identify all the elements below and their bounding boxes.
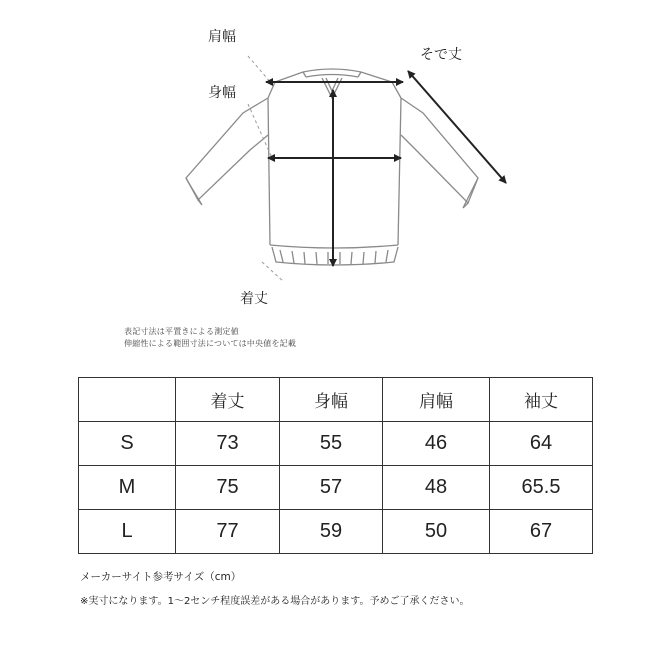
size-cell: M — [79, 466, 176, 510]
value-cell: 73 — [176, 422, 280, 466]
header-cell: 肩幅 — [383, 378, 490, 422]
value-cell: 65.5 — [490, 466, 593, 510]
value-cell: 55 — [280, 422, 383, 466]
value-cell: 50 — [383, 510, 490, 554]
value-cell: 46 — [383, 422, 490, 466]
total-length-label: 着丈 — [240, 291, 268, 307]
header-cell — [79, 378, 176, 422]
measurement-note-1: 表記寸法は平置きによる測定値 — [124, 327, 239, 336]
size-cell: L — [79, 510, 176, 554]
table-row — [79, 422, 593, 466]
leader-lines — [248, 56, 284, 282]
header-cell: 袖丈 — [490, 378, 593, 422]
measurement-note-2: 伸縮性による範囲寸法については中央値を記載 — [124, 339, 297, 348]
size-table — [78, 377, 593, 554]
value-cell: 77 — [176, 510, 280, 554]
footer-disclaimer: ※実寸になります。1～2センチ程度誤差がある場合があります。予めご了承ください。 — [80, 596, 470, 607]
value-cell: 57 — [280, 466, 383, 510]
value-cell: 59 — [280, 510, 383, 554]
sweatshirt-diagram — [0, 0, 650, 320]
size-cell: S — [79, 422, 176, 466]
sleeve-arrow — [408, 71, 506, 183]
header-cell: 着丈 — [176, 378, 280, 422]
value-cell: 48 — [383, 466, 490, 510]
body-width-label: 身幅 — [208, 85, 236, 101]
footer-size-reference: メーカーサイト参考サイズ（cm） — [80, 571, 242, 583]
value-cell: 64 — [490, 422, 593, 466]
header-cell: 身幅 — [280, 378, 383, 422]
shoulder-label: 肩幅 — [208, 29, 236, 45]
table-row — [79, 510, 593, 554]
sleeve-length-label: そで丈 — [420, 47, 462, 63]
value-cell: 67 — [490, 510, 593, 554]
table-header-row — [79, 378, 593, 422]
table-row — [79, 466, 593, 510]
value-cell: 75 — [176, 466, 280, 510]
